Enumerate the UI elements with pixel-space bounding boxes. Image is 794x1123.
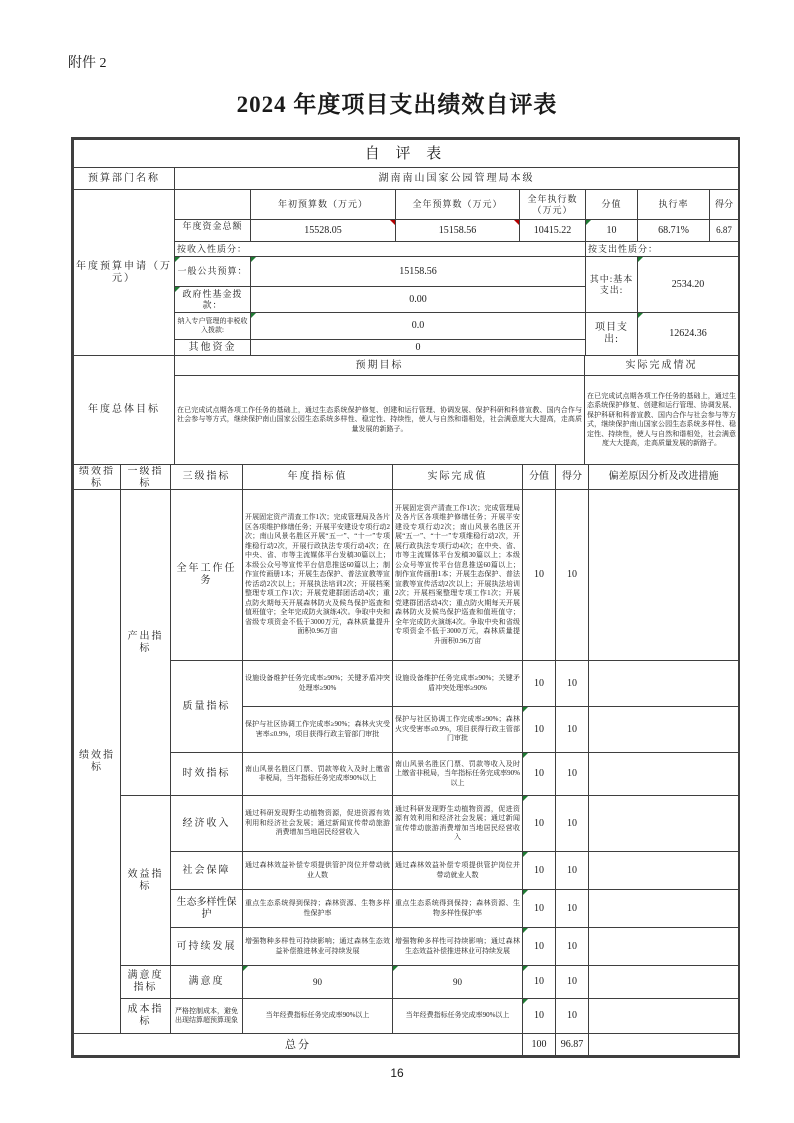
perf-annual-value-cell: 通过森林效益补偿专项提供管护岗位并带动就业人数 bbox=[243, 852, 393, 890]
perf-annual-value-cell: 增强物种多样性可持续影响；通过森林生态效益补偿推进林业可持续发展 bbox=[243, 928, 393, 966]
perf-actual-value-cell: 通过森林效益补偿专项提供管护岗位并带动就业人数 bbox=[393, 852, 523, 890]
cell-note-marker-icon bbox=[251, 313, 256, 318]
perf-level3-timeliness: 时效指标 bbox=[171, 753, 243, 796]
cell-note-marker-icon bbox=[523, 852, 528, 857]
perf-header-annual-value: 年度指标值 bbox=[243, 465, 393, 490]
perf-score-cell: 10 bbox=[556, 490, 589, 661]
perf-deviation-cell bbox=[589, 796, 739, 852]
annual-goal-label: 年度总体目标 bbox=[74, 356, 175, 465]
perf-score-value-cell: 10 bbox=[523, 753, 556, 796]
annual-total-score-value: 10 bbox=[586, 220, 638, 242]
perf-actual-value-cell: 增强物种多样性可持续影响；通过森林生态效益补偿推进林业可持续发展 bbox=[393, 928, 523, 966]
self-evaluation-table bbox=[71, 137, 740, 1058]
perf-header-actual-value: 实际完成值 bbox=[393, 465, 523, 490]
perf-header-deviation: 偏差原因分析及改进措施 bbox=[589, 465, 739, 490]
annual-total-score: 6.87 bbox=[710, 220, 739, 242]
income-row-value: 0 bbox=[251, 340, 586, 356]
actual-goal-header: 实际完成情况 bbox=[585, 356, 739, 376]
perf-deviation-cell bbox=[589, 490, 739, 661]
income-row-label: 其他资金 bbox=[175, 340, 251, 356]
perf-level3-sustainable: 可持续发展 bbox=[171, 928, 243, 966]
perf-score-cell: 10 bbox=[556, 707, 589, 753]
income-row-value: 0.00 bbox=[251, 287, 586, 313]
perf-deviation-cell bbox=[589, 966, 739, 999]
perf-annual-value-cell: 重点生态系统得到保持；森林资源、生物多样性保护率 bbox=[243, 890, 393, 928]
perf-actual-value-cell: 开展固定资产清查工作1次；完成管理局及各片区各项维护修缮任务；开展平安建设专项行动2次；南山风景名胜区开展“五一”、“十一”专项维稳行动2次，开展行政执法专项行动4次；在中央、省、市等主流媒体平台发稿30篇以上；本级公众号等宣传平台信息推送60篇以上；制作宣传画册1本；开展生态保护、普法宣教等宣传活动2次以上；开展执法培训2次；开展档案整理专项工作1次；开展党建群团活动4次；重点防火期每天开展森林防火及候鸟保护巡查和值班值守；全年完成防火演练4次。争取中央和省级专项资金不低于3000万元，森林质量提升面积0.96万亩 bbox=[393, 490, 523, 661]
perf-annual-value-cell: 保护与社区协调工作完成率≥90%；森林火灾受害率≤0.9%，项目获得行政主管部门审批 bbox=[243, 707, 393, 753]
perf-deviation-cell bbox=[589, 753, 739, 796]
perf-actual-value-cell: 重点生态系统得到保持；森林资源、生物多样性保护率 bbox=[393, 890, 523, 928]
cell-note-marker-icon bbox=[523, 928, 528, 933]
annual-total-label: 年度资金总额 bbox=[175, 220, 251, 242]
cell-note-marker-icon bbox=[175, 287, 180, 292]
annual-total-initial: 15528.05 bbox=[251, 220, 396, 242]
perf-score-cell: 10 bbox=[556, 890, 589, 928]
cell-note-marker-icon bbox=[523, 966, 528, 971]
perf-score-value-cell: 10 bbox=[523, 928, 556, 966]
cell-note-marker-icon bbox=[586, 220, 591, 225]
total-score: 96.87 bbox=[556, 1034, 589, 1056]
project-expense-label: 项目支出: bbox=[586, 313, 638, 356]
perf-actual-value-cell: 当年经费指标任务完成率90%以上 bbox=[393, 999, 523, 1034]
annual-total-full-year: 15158.56 bbox=[396, 220, 520, 242]
budget-section bbox=[73, 189, 739, 356]
income-row-label: 一般公共预算： bbox=[175, 257, 251, 287]
budget-header-executed: 全年执行数（万元） bbox=[520, 190, 586, 220]
perf-header-group: 绩效指标 bbox=[74, 465, 121, 490]
perf-actual-value-cell: 90 bbox=[393, 966, 523, 999]
perf-score-cell: 10 bbox=[556, 928, 589, 966]
budget-header-initial: 年初预算数（万元） bbox=[251, 190, 396, 220]
annual-total-execution-rate: 68.71% bbox=[638, 220, 710, 242]
attachment-label: 附件 2 bbox=[68, 56, 107, 71]
perf-deviation-cell bbox=[589, 928, 739, 966]
perf-level3-satisfaction: 满意度 bbox=[171, 966, 243, 999]
perf-deviation-cell bbox=[589, 852, 739, 890]
perf-level1-output: 产出指标 bbox=[121, 490, 171, 796]
annual-goal-section bbox=[73, 355, 739, 465]
perf-score-value-cell: 10 bbox=[523, 966, 556, 999]
perf-header-score-value: 分值 bbox=[523, 465, 556, 490]
budget-row-label: 年度预算申请（万元） bbox=[74, 190, 175, 356]
perf-actual-value-cell: 通过科研发现野生动植物资源，促进资源有效利用和经济社会发展；通过新闻宣传带动旅游消费增加当地居民经营收入 bbox=[393, 796, 523, 852]
total-score-value: 100 bbox=[523, 1034, 556, 1056]
cell-note-marker-icon bbox=[393, 966, 398, 971]
cell-note-marker-icon bbox=[390, 220, 395, 225]
total-deviation-cell bbox=[589, 1034, 739, 1056]
perf-header-level3: 三级指标 bbox=[171, 465, 243, 490]
income-row-label: 纳入专户管理的非税收入拨款: bbox=[175, 313, 251, 340]
cell-note-marker-icon bbox=[523, 890, 528, 895]
budget-header-execution-rate: 执行率 bbox=[638, 190, 710, 220]
perf-group-label: 绩效指标 bbox=[74, 490, 121, 1034]
income-section-label: 按收入性质分： bbox=[175, 242, 586, 257]
perf-score-value-cell: 10 bbox=[523, 999, 556, 1034]
cell-note-marker-icon bbox=[175, 257, 180, 262]
cell-note-marker-icon bbox=[523, 707, 528, 712]
perf-score-cell: 10 bbox=[556, 661, 589, 707]
perf-score-value-cell: 10 bbox=[523, 661, 556, 707]
perf-header-level1: 一级指标 bbox=[121, 465, 171, 490]
perf-deviation-cell bbox=[589, 890, 739, 928]
actual-goal-text: 在已完成试点期各项工作任务的基础上，通过生态系统保护修复、创建和运行管理、协调发展、保护科研和科普宣教、国内合作与社会参与等方式，继续保护南山国家公园生态系统多样性、稳定性、持续性，使人与自然和谐相处，社会满意度大大提高，走高质量发展的新路子。 bbox=[585, 376, 739, 465]
perf-annual-value-cell: 设施设备维护任务完成率≥90%；关键矛盾冲突处理率≥90% bbox=[243, 661, 393, 707]
annual-total-executed: 10415.22 bbox=[520, 220, 586, 242]
perf-level3-cost: 严格控制成本，避免出现结算超预算现象 bbox=[171, 999, 243, 1034]
perf-annual-value-cell: 90 bbox=[243, 966, 393, 999]
cell-note-marker-icon bbox=[514, 220, 519, 225]
perf-annual-value-cell: 当年经费指标任务完成率90%以上 bbox=[243, 999, 393, 1034]
perf-level3-biodiversity: 生态多样性保护 bbox=[171, 890, 243, 928]
perf-deviation-cell bbox=[589, 707, 739, 753]
perf-annual-value-cell: 开展固定资产清查工作1次；完成管理局及各片区各项维护修缮任务；开展平安建设专项行动2次；南山风景名胜区开展“五一”、“十一”专项维稳行动2次，开展行政执法专项行动4次；在中央、省、市等主流媒体平台发稿30篇以上；本级公众号等宣传平台信息推送60篇以上；制作宣传画册1本；开展生态保护、普法宣教等宣传活动2次以上；开展执法培训2次；开展档案整理专项工作1次；开展党建群团活动4次；重点防火期每天开展森林防火及候鸟保护巡查和值班值守；全年完成防火演练4次。争取中央和省级专项资金不低于3000万元，森林质量提升面积0.96万亩 bbox=[243, 490, 393, 661]
perf-level3-quality: 质量指标 bbox=[171, 661, 243, 753]
cell-note-marker-icon bbox=[638, 257, 643, 262]
perf-level3-economic: 经济收入 bbox=[171, 796, 243, 852]
income-row-value: 15158.56 bbox=[251, 257, 586, 287]
perf-actual-value-cell: 设施设备维护任务完成率≥90%；关键矛盾冲突处理率≥90% bbox=[393, 661, 523, 707]
budget-header-full-year: 全年预算数（万元） bbox=[396, 190, 520, 220]
perf-score-value-cell: 10 bbox=[523, 852, 556, 890]
department-label: 预算部门名称 bbox=[74, 168, 175, 190]
perf-level3-social-security: 社会保障 bbox=[171, 852, 243, 890]
expense-section-label: 按支出性质分： bbox=[586, 242, 739, 257]
perf-actual-value-cell: 保护与社区协调工作完成率≥90%；森林火灾受害率≤0.9%，项目获得行政主管部门审批 bbox=[393, 707, 523, 753]
budget-header-score-value: 分值 bbox=[586, 190, 638, 220]
perf-score-cell: 10 bbox=[556, 852, 589, 890]
performance-section bbox=[73, 464, 739, 1056]
department-value: 湖南南山国家公园管理局本级 bbox=[175, 168, 739, 190]
cell-note-marker-icon bbox=[523, 796, 528, 801]
perf-score-cell: 10 bbox=[556, 999, 589, 1034]
perf-score-value-cell: 10 bbox=[523, 490, 556, 661]
expected-goal-header: 预期目标 bbox=[175, 356, 585, 376]
project-expense-value: 12624.36 bbox=[638, 313, 739, 356]
budget-empty-corner bbox=[175, 190, 251, 220]
perf-score-cell: 10 bbox=[556, 753, 589, 796]
income-row-label: 政府性基金拨款： bbox=[175, 287, 251, 313]
expected-goal-text: 在已完成试点期各项工作任务的基础上，通过生态系统保护修复、创建和运行管理、协调发展、保护科研和科普宣教、国内合作与社会参与等方式，继续保护南山国家公园生态系统多样性、稳定性、持续性，使人与自然和谐相处，社会满意度大大提高，走高质量发展的新路子。 bbox=[175, 376, 585, 465]
perf-deviation-cell bbox=[589, 661, 739, 707]
cell-note-marker-icon bbox=[523, 753, 528, 758]
perf-annual-value-cell: 南山风景名胜区门票、罚款等收入及时上缴省非税局，当年指标任务完成率90%以上 bbox=[243, 753, 393, 796]
basic-expense-label: 其中:基本支出: bbox=[586, 257, 638, 313]
cell-note-marker-icon bbox=[251, 257, 256, 262]
perf-score-value-cell: 10 bbox=[523, 796, 556, 852]
income-row-value: 0.0 bbox=[251, 313, 586, 340]
total-score-label: 总分 bbox=[74, 1034, 523, 1056]
perf-level1-benefit: 效益指标 bbox=[121, 796, 171, 966]
cell-note-marker-icon bbox=[638, 313, 643, 318]
budget-header-score: 得分 bbox=[710, 190, 739, 220]
perf-level3-annual-task: 全年工作任务 bbox=[171, 490, 243, 661]
page-number: 16 bbox=[390, 1066, 404, 1080]
document-title: 2024 年度项目支出绩效自评表 bbox=[236, 92, 558, 117]
perf-deviation-cell bbox=[589, 999, 739, 1034]
table-head-section bbox=[73, 139, 739, 190]
perf-score-value-cell: 10 bbox=[523, 707, 556, 753]
perf-score-value-cell: 10 bbox=[523, 890, 556, 928]
basic-expense-value: 2534.20 bbox=[638, 257, 739, 313]
cell-note-marker-icon bbox=[523, 999, 528, 1004]
perf-actual-value-cell: 南山风景名胜区门票、罚款等收入及时上缴省非税局，当年指标任务完成率90%以上 bbox=[393, 753, 523, 796]
perf-score-cell: 10 bbox=[556, 796, 589, 852]
perf-annual-value-cell: 通过科研发现野生动植物资源，促进资源有效利用和经济社会发展；通过新闻宣传带动旅游消费增加当地居民经营收入 bbox=[243, 796, 393, 852]
perf-header-score: 得分 bbox=[556, 465, 589, 490]
sheet-header: 自 评 表 bbox=[74, 140, 739, 168]
perf-score-cell: 10 bbox=[556, 966, 589, 999]
cell-note-marker-icon bbox=[243, 966, 248, 971]
perf-level1-satisfaction: 满意度指标 bbox=[121, 966, 171, 999]
perf-level1-cost: 成本指标 bbox=[121, 999, 171, 1034]
